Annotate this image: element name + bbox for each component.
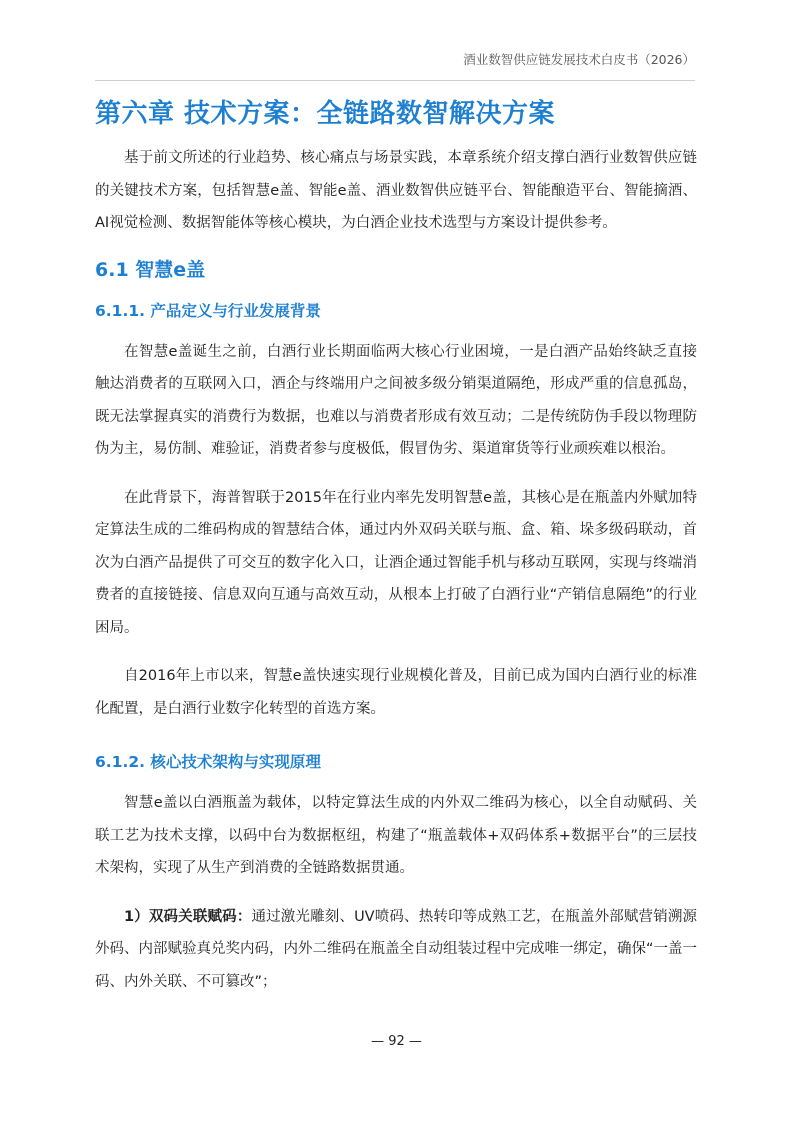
section-6-1-1-heading: 6.1.1. 产品定义与行业发展背景 [95, 301, 321, 320]
paragraph-spacer [95, 644, 697, 660]
item-1-text: 通过激光雕刻、UV喷码、热转印等成熟工艺，在瓶盖外部赋营销溯源外码、内部赋验真兑奖内码，内外二维码在瓶盖全自动组装过程中完成唯一绑定，确保“一盖一码、内外关联、不可篡改”； [95, 908, 698, 990]
paragraph-spacer [95, 885, 697, 901]
page-header [95, 46, 695, 74]
chapter-title: 第六章 技术方案：全链路数智解决方案 [95, 99, 556, 129]
page-number: — 92 — [371, 1034, 422, 1049]
section-6-1-2-item-1 [95, 901, 697, 999]
section-6-1-2-heading: 6.1.2. 核心技术架构与实现原理 [95, 753, 321, 771]
header-title: 酒业数智供应链发展技术白皮书（2026） [463, 52, 695, 67]
section-6-1-heading: 6.1 智慧e盖 [95, 258, 206, 281]
chapter-intro: 基于前文所述的行业趋势、核心痛点与场景实践，本章系统介绍支撑白酒行业数智供应链的关键技术方案，包括智慧e盖、智能e盖、酒业数智供应链平台、智能酿造平台、智能摘酒、AI视觉检测、数据智能体等核心模块，为白酒企业技术选型与方案设计提供参考。 [95, 150, 697, 231]
section-6-1-1-paragraph-2: 在此背景下，海普智联于2015年在行业内率先发明智慧e盖，其核心是在瓶盖内外赋加特定算法生成的二维码构成的智慧结合体，通过内外双码关联与瓶、盒、箱、垛多级码联动，首次为白酒产品提供了可交互的数字化入口，让酒企通过智能手机与移动互联网，实现与终端消费者的直接链接、信息双向互通与高效互动，从根本上打破了白酒行业“产销信息隔绝”的行业困局。 [95, 489, 697, 636]
section-6-1-1-paragraph-3: 自2016年上市以来，智慧e盖快速实现行业规模化普及，目前已成为国内白酒行业的标准化配置，是白酒行业数字化转型的首选方案。 [95, 668, 697, 717]
paragraph-spacer [95, 466, 697, 482]
header-divider [95, 80, 695, 81]
section-6-1-2-paragraph-1: 智慧e盖以白酒瓶盖为载体，以特定算法生成的内外双二维码为核心，以全自动赋码、关联工艺为技术支撑，以码中台为数据枢纽，构建了“瓶盖载体+双码体系+数据平台”的三层技术架构，实现了从生产到消费的全链路数据贯通。 [95, 795, 697, 876]
item-1-label: 1）双码关联赋码： [124, 908, 252, 925]
page-content [95, 92, 697, 998]
section-6-1-1-paragraph-1: 在智慧e盖诞生之前，白酒行业长期面临两大核心行业困境，一是白酒产品始终缺乏直接触达消费者的互联网入口，酒企与终端用户之间被多级分销渠道隔绝，形成严重的信息孤岛，既无法掌握真实的消费行为数据，也难以与消费者形成有效互动；二是传统防伪手段以物理防伪为主，易仿制、难验证，消费者参与度极低，假冒伪劣、渠道窜货等行业顽疾难以根治。 [95, 343, 697, 457]
